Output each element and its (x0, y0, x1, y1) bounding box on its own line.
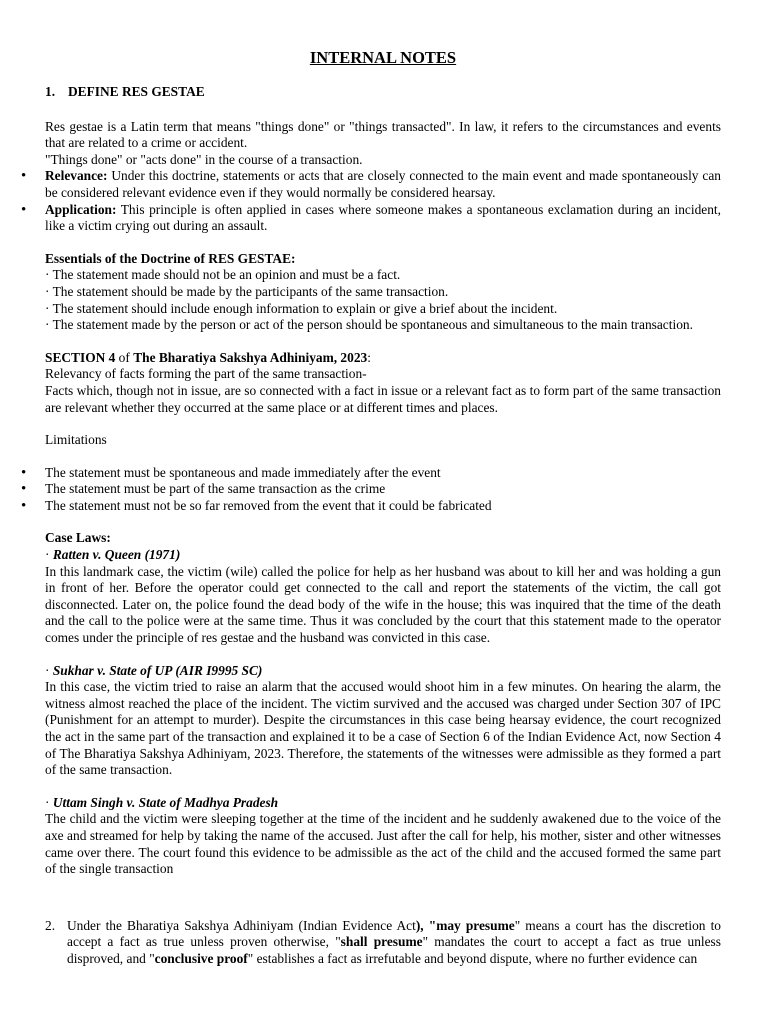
question-number: 2. (45, 917, 56, 933)
case-body: The child and the victim were sleeping together at the time of the incident and he suddenly awakened due to the voice of the axe and streamed for help by taking the name of the accused. Just after the call for help, his mother, sister and other witnesses came over there. The court found this evidence to be admissible as the act of the child and the accused formed the same part of the single transaction (45, 811, 721, 877)
spacer (45, 779, 721, 795)
intro-paragraph: Res gestae is a Latin term that means "things done" or "things transacted". In law, it refers to the circumstances and events that are related to a crime or accident. (45, 118, 721, 151)
essential-item: · The statement made should not be an opinion and must be a fact. (45, 267, 721, 284)
question-number: 1. (45, 84, 56, 99)
page-title: INTERNAL NOTES (309, 48, 457, 67)
essential-item: · The statement made by the person or act of the person should be spontaneous and simultaneous to the main transaction. (45, 317, 721, 334)
bullet-application (45, 202, 721, 235)
essentials-heading: Essentials of the Doctrine of RES GESTAE: (45, 250, 296, 266)
limitations-list (45, 465, 721, 515)
essential-item: · The statement should be made by the participants of the same transaction. (45, 284, 721, 301)
bullet-text: This principle is often applied in cases where someone makes a spontaneous exclamation during an incident, like a victim crying out during an assault. (45, 201, 721, 234)
section-colon: : (367, 349, 371, 365)
limitation-item: • The statement must not be so far removed from the event that it could be fabricated (45, 498, 721, 515)
spacer (45, 894, 721, 910)
spacer (45, 449, 721, 465)
spacer (45, 416, 721, 432)
limitations-heading: Limitations (45, 432, 107, 448)
section-heading (45, 350, 721, 367)
bullet-label: Application: (45, 201, 117, 217)
bullet-label: Relevance: (45, 168, 108, 184)
question-heading-text: DEFINE RES GESTAE (68, 84, 205, 99)
section-subtitle: Relevancy of facts forming the part of the same transaction- (45, 366, 367, 382)
limitation-item: • The statement must be part of the same transaction as the crime (45, 481, 721, 498)
spacer (45, 878, 721, 894)
question-1-heading (45, 84, 721, 101)
case-name: Ratten v. Queen (1971) (52, 547, 181, 563)
section-body: Facts which, though not in issue, are so connected with a fact in issue or a relevant fact as to form part of the same transaction are relevant whether they occurred at the same place or at different times and places. (45, 382, 721, 415)
bullet-relevance (45, 168, 721, 201)
q2-text-2: " means a court has the discretion to accept a fact as true unless proven otherwise, " (67, 917, 722, 950)
case-title (45, 663, 721, 680)
limitation-item: • The statement must be spontaneous and made immediately after the event (45, 465, 721, 482)
case-body: In this case, the victim tried to raise an alarm that the accused would shoot him in a few minutes. On hearing the alarm, the witness almost reached the place of the incident. The victim survived and the accused was charged under Section 307 of IPC (Punishment for an attempt to murder). Despite the circumstances in this case being hearsay evidence, the court recognized the act in the same part of the transaction and explained it to be a case of Section 6 of the Indian Evidence Act, now Section 4 of The Bharatiya Sakshya Adhiniyam, 2023. Therefore, the statements of the witnesses were admissible as they formed a part of the same transaction. (45, 679, 721, 778)
q2-text-3: " mandates the court to accept a fact as true unless disproved, and " (67, 934, 721, 966)
spacer (45, 334, 721, 350)
case-body: In this landmark case, the victim (wile) called the police for help as her husband was about to kill her and was holding a gun in front of her. Before the operator could get connected to the call and report the statements of the victim, the call got disconnected. Later on, the police found the dead body of the wife in the house; this was inquired that the time of the death and the call to the police were at the same time. Thus it was concluded by the court that this statement made to the operator comes under the principle of res gestae and the husband was convicted in this case. (45, 563, 721, 646)
spacer (45, 910, 721, 918)
q2-text-4: " establishes a fact as irrefutable and beyond dispute, where no further evidence can (247, 950, 698, 966)
document-page (45, 48, 721, 968)
essential-item: · The statement should include enough information to explain or give a brief about the incident. (45, 301, 721, 318)
question-2-text (45, 918, 721, 968)
section-of: of (115, 349, 134, 365)
spacer (45, 235, 721, 251)
intro-paragraph-2: "Things done" or "acts done" in the course of a transaction. (45, 151, 363, 167)
section-label: SECTION 4 (45, 349, 116, 365)
definition-bullets (45, 168, 721, 234)
case-laws-heading: Case Laws: (45, 530, 111, 546)
case-title (45, 795, 721, 812)
section-act: The Bharatiya Sakshya Adhiniyam, 2023 (133, 349, 368, 365)
q2-bold-3: conclusive proof (154, 950, 248, 966)
spacer (45, 514, 721, 530)
case-title (45, 547, 721, 564)
case-name: Sukhar v. State of UP (AIR I9995 SC) (52, 662, 263, 678)
q2-text-1: Under the Bharatiya Sakshya Adhiniyam (Indian Evidence Act (67, 917, 416, 933)
case-name: Uttam Singh v. State of Madhya Pradesh (52, 794, 279, 810)
bullet-text: Under this doctrine, statements or acts that are closely connected to the main event and made spontaneously can be considered relevant evidence even if they would normally be considered hearsay. (45, 168, 721, 200)
spacer (45, 647, 721, 663)
q2-bold-1: ), "may presume (415, 917, 515, 933)
question-2 (45, 918, 721, 968)
q2-bold-2: shall presume (340, 934, 423, 950)
